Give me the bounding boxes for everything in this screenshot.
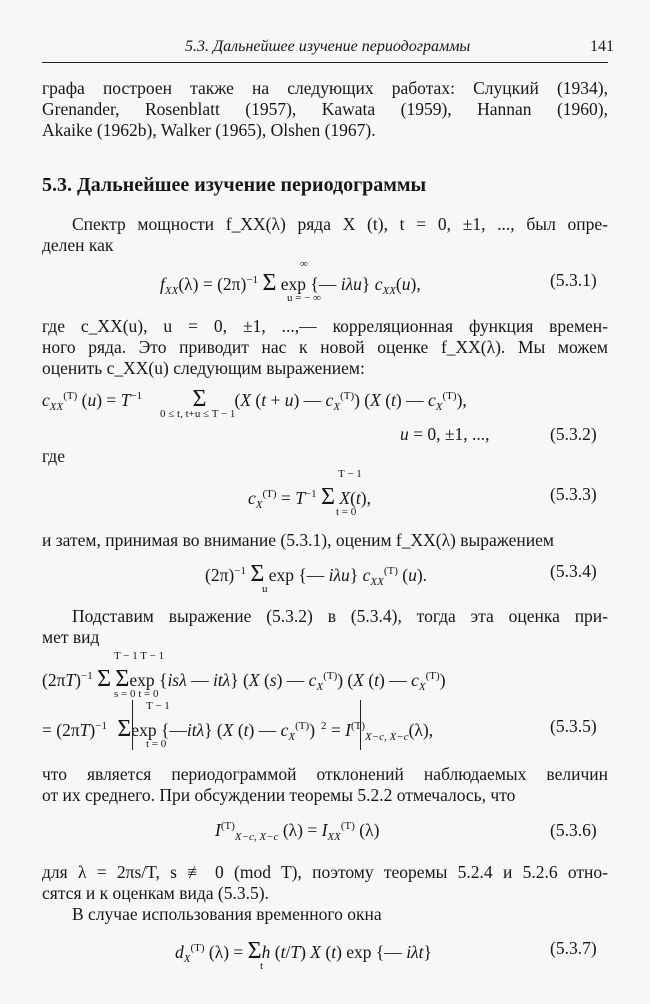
ref-line-2: Grenander, Rosenblatt (1957), Kawata (1959), Hannan (1960), (42, 99, 608, 119)
eqnum-5-3-5: (5.3.5) (550, 716, 597, 736)
equation-5-3-6: $I^{(T)}_{X-c, X-c}$ $(\lambda) = I_{XX}^{(T)}$ (λ) (215, 820, 380, 843)
ref-line-3: Akaike (1962b), Walker (1965), Olshen (1967). (42, 120, 376, 140)
eqnum-5-3-6: (5.3.6) (550, 820, 597, 840)
section-heading: 5.3. Дальнейшее изучение периодограммы (42, 174, 427, 196)
equation-5-3-5-line-2: = $(2\pi T)^{-1}$ Σexp {—itλ} (X (t) — $c_X^{(T)}$) $^2 = I^{(T)}_{X-c, X-c}(\lambda)$, (42, 716, 434, 743)
where-label: где (42, 446, 65, 466)
paragraph6-line-1: для λ = 2πs/T, s ≢ 0 (mod T), поэтому теоремы 5.2.4 и 5.2.6 отно- (42, 862, 608, 882)
paragraph2-line-2: ного ряда. Это приводит нас к новой оценке f_XX(λ). Мы можем (42, 337, 608, 357)
book-page: 5.3. Дальнейшее изучение периодограммы 141 графа построен также на следующих работах: Слуцкий (1934), Grenander, Rosenblatt (1957), Kawata (1959), Hannan (1960), Akaike (1962b), Walker (1965), Olshen (1967). 5.3. Дальнейшее изучение периодограммы Спектр мощности f_XX(λ) ряда X (t), t = 0, ±1, ..., был опре- делен как $f_{XX}(\lambda) = (2\pi)^{-1}$ Σ exp {— iλu} $c_{XX}(u)$, ∞ u = − ∞ (5.3.1) где c_XX(u), u = 0, ±1, ...,— корреляционная функция времен- ного ряда. Это приводит нас к новой оценке f_XX(λ). Мы можем оценить c_XX(u) следующим выражением: $c_{XX}^{(T)}$ $(u) = T^{-1}$ Σ (X (t + u) — $c_X^{(T)}$) (X (t) — $c_X^{(T)}$), 0 ≤ t, t+u ≤ T − 1 u = 0, ±1, ..., (5.3.2) где $c_X^{(T)} = T^{-1}$ Σ X(t), T − 1 t = 0 (5.3.3) и затем, принимая во внимание (5.3.1), оценим f_XX(λ) выражением $(2\pi)^{-1}$ Σ exp {— iλu} $c_{XX}^{(T)}$ (u). u (5.3.4) Подставим выражение (5.3.2) в (5.3.4), тогда эта оценка при- мет вид $(2\pi T)^{-1}$ Σ Σexp {isλ — itλ} (X (s) — $c_X^{(T)}$) (X (t) — $c_X^{(T)}$) T − 1 T − 1 s = 0 t = 0 = $(2\pi T)^{-1}$ Σexp {—itλ} (X (t) — $c_X^{(T)}$) $^2 = I^{(T)}_{X-c, X-c}(\lambda)$, T − 1 t = 0 (5.3.5) что является периодограммой отклонений наблюдаемых величин от их среднего. При обсуждении теоремы 5.2.2 отмечалось, что $I^{(T)}_{X-c, X-c}$ $(\lambda) = I_{XX}^{(T)}$ (λ) (5.3.6) для λ = 2πs/T, s ≢ 0 (mod T), поэтому теоремы 5.2.4 и 5.2.6 отно- сятся и к оценкам вида (5.3.5). В случае использования временного окна $d_X^{(T)}$ (λ) = Σh (t/T) X (t) exp {— iλt} t (5.3.7) (42, 38, 614, 972)
equation-5-3-1: $f_{XX}(\lambda) = (2\pi)^{-1}$ Σ exp {— iλu} $c_{XX}(u)$, (160, 270, 421, 297)
eqnum-5-3-1: (5.3.1) (550, 270, 597, 290)
page-number: 141 (590, 38, 614, 55)
paragraph3: и затем, принимая во внимание (5.3.1), оценим f_XX(λ) выражением (42, 530, 554, 550)
equation-5-3-7: $d_X^{(T)}$ (λ) = Σh (t/T) X (t) exp {— iλt} (175, 938, 432, 965)
intro-line-1: Спектр мощности f_XX(λ) ряда X (t), t = 0, ±1, ..., был опре- (72, 214, 608, 234)
paragraph4-line-1: Подставим выражение (5.3.2) в (5.3.4), тогда эта оценка при- (72, 606, 608, 626)
paragraph5-line-2: от их среднего. При обсуждении теоремы 5.2.2 отмечалось, что (42, 785, 516, 805)
running-title: 5.3. Дальнейшее изучение периодограммы (185, 38, 471, 55)
eqnum-5-3-2: (5.3.2) (550, 424, 597, 444)
intro-line-2: делен как (42, 235, 114, 255)
paragraph6-line-2: сятся и к оценкам вида (5.3.5). (42, 883, 269, 903)
paragraph2-line-1: где c_XX(u), u = 0, ±1, ...,— корреляционная функция времен- (42, 316, 608, 336)
equation-5-3-5-line-1: $(2\pi T)^{-1}$ Σ Σexp {isλ — itλ} (X (s) — $c_X^{(T)}$) (X (t) — $c_X^{(T)}$) (42, 666, 446, 693)
ref-line-1: графа построен также на следующих работах: Слуцкий (1934), (42, 78, 608, 98)
header-rule (42, 62, 608, 63)
paragraph4-line-2: мет вид (42, 627, 100, 647)
eqnum-5-3-4: (5.3.4) (550, 561, 597, 581)
equation-5-3-2: $c_{XX}^{(T)}$ $(u) = T^{-1}$ Σ (X (t + u) — $c_X^{(T)}$) (X (t) — $c_X^{(T)}$), (42, 386, 467, 413)
eqnum-5-3-3: (5.3.3) (550, 484, 597, 504)
paragraph2-line-3: оценить c_XX(u) следующим выражением: (42, 358, 365, 378)
equation-5-3-4: $(2\pi)^{-1}$ Σ exp {— iλu} $c_{XX}^{(T)}$ (u). (205, 561, 428, 588)
equation-5-3-3: $c_X^{(T)} = T^{-1}$ Σ X(t), (248, 484, 371, 511)
eqnum-5-3-7: (5.3.7) (550, 938, 597, 958)
paragraph5-line-1: что является периодограммой отклонений наблюдаемых величин (42, 764, 608, 784)
paragraph7: В случае использования временного окна (72, 904, 382, 924)
